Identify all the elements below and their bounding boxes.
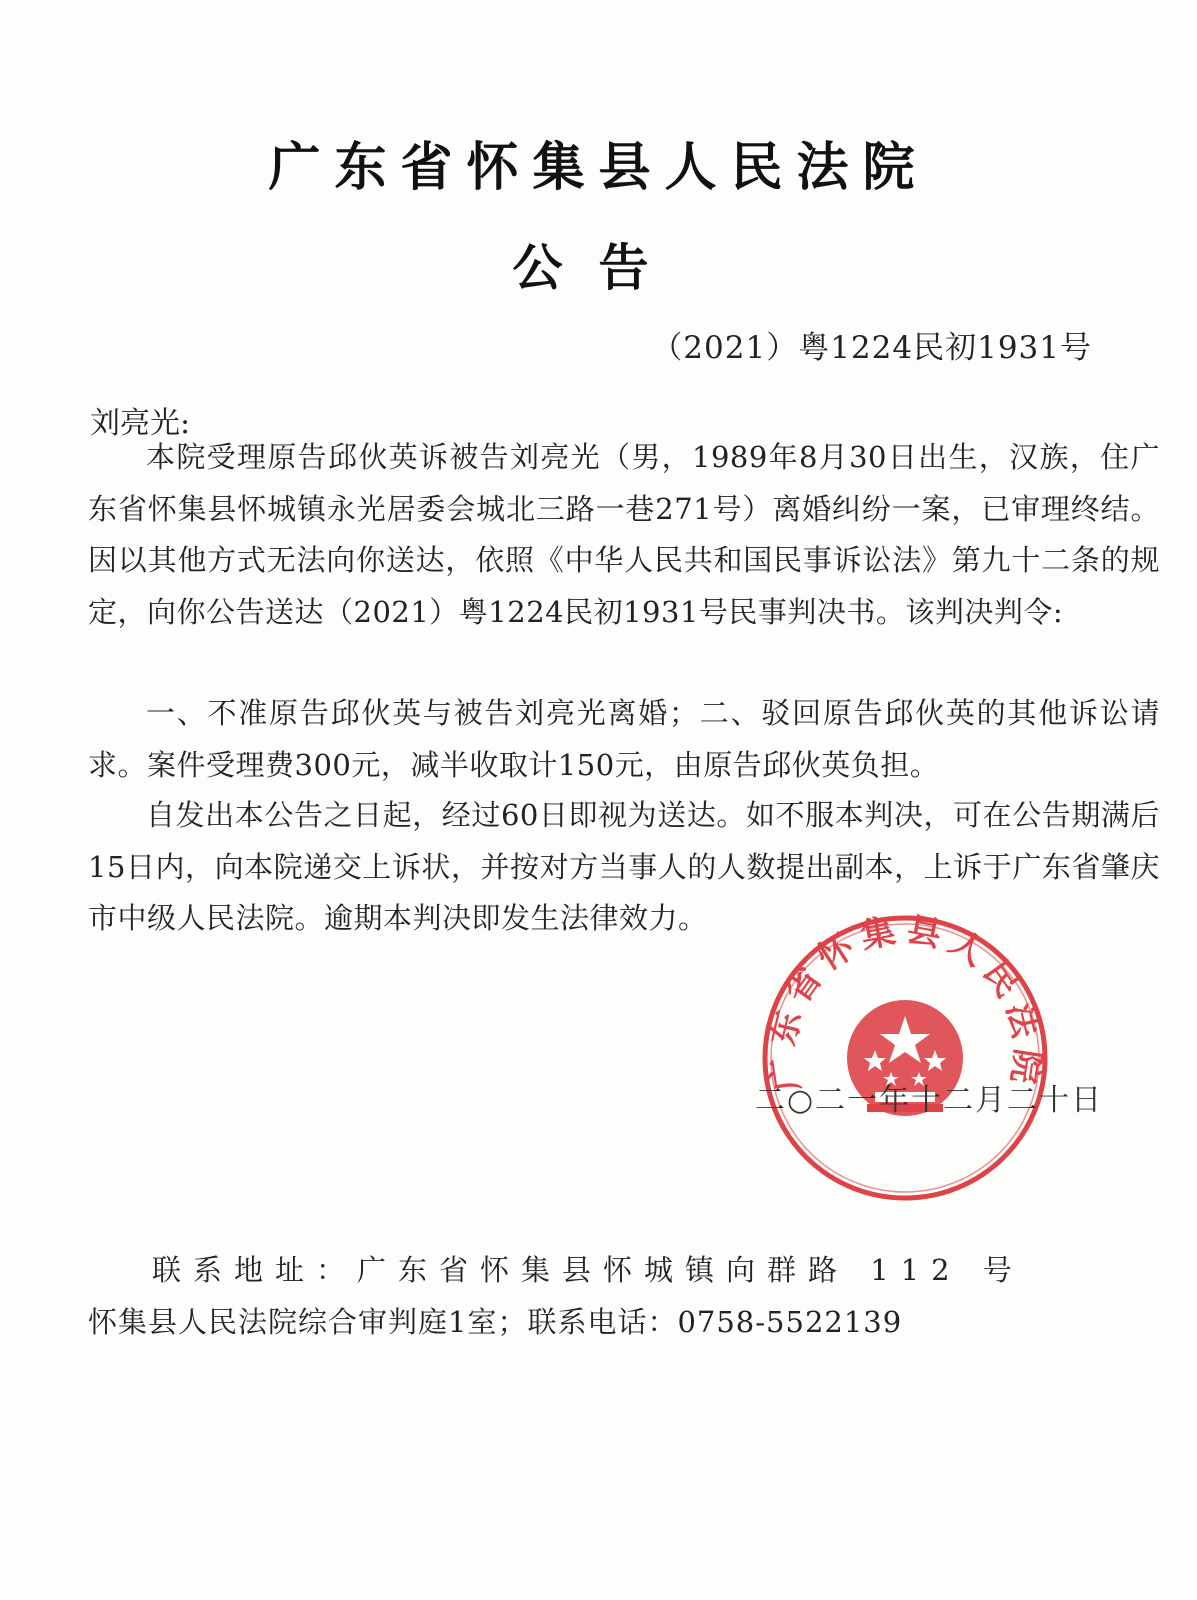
addressee: 刘亮光: — [90, 406, 191, 441]
document-type-heading: 公告 — [512, 238, 685, 297]
notice-paragraph-case: 本院受理原告邱伙英诉被告刘亮光（男，1989年8月30日出生，汉族，住广东省怀集县怀城镇永光居委会城北三路一巷271号）离婚纠纷一案，已审理终结。因以其他方式无法向你送达，依照《中华人民共和国民事诉讼法》第九十二条的规定，向你公告送达（2021）粤1224民初1931号民事判决书。该判决判令: — [88, 440, 1160, 629]
seal-arc-text: 广东省怀集县人民法院 — [762, 909, 1048, 1094]
case-number: （2021）粤1224民初1931号 — [651, 330, 1092, 366]
notice-paragraph-appeal: 自发出本公告之日起，经过60日即视为送达。如不服本判决，可在公告期满后15日内，向本院递交上诉状，并按对方当事人的人数提出副本，上诉于广东省肇庆市中级人民法院。逾期本判决即发生法律效力。 — [88, 798, 1160, 935]
notice-paragraph-judgment: 一、不准原告邱伙英与被告刘亮光离婚；二、驳回原告邱伙英的其他诉讼请求。案件受理费300元，减半收取计150元，由原告邱伙英负担。 — [88, 696, 1160, 782]
court-name-title: 广东省怀集县人民法院 — [268, 137, 929, 198]
signature-date: 二○二一年十二月二十日 — [755, 1083, 1104, 1118]
court-seal-stamp — [755, 908, 1055, 1208]
contact-phone: 怀集县人民法院综合审判庭1室；联系电话：0758-5522139 — [88, 1305, 903, 1339]
contact-address: 联系地址：广东省怀集县怀城镇向群路 112 号 — [152, 1253, 1024, 1287]
